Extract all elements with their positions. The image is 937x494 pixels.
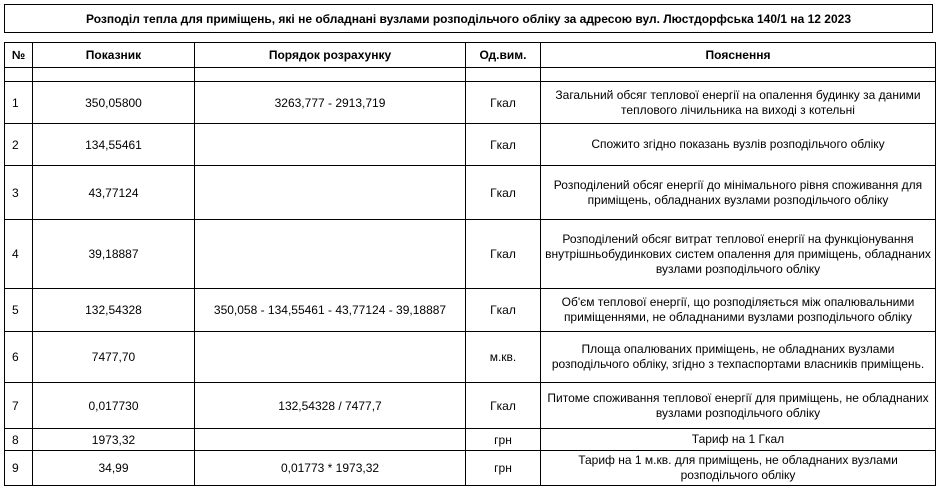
row-calc: 350,058 - 134,55461 - 43,77124 - 39,18887 bbox=[195, 289, 466, 332]
row-unit: Гкал bbox=[466, 82, 541, 124]
row-explanation: Питоме споживання теплової енергії для приміщень, не обладнаних вузлами розподільчого обліку bbox=[541, 383, 936, 429]
header-calc: Порядок розрахунку bbox=[195, 43, 466, 68]
row-num: 7 bbox=[5, 383, 33, 429]
heat-distribution-table bbox=[4, 42, 936, 486]
table-row bbox=[5, 124, 936, 166]
row-explanation: Розподілений обсяг витрат теплової енергії на функціонування внутрішньобудинкових систем опалення для приміщень, обладнаних вузлами розподільчого обліку bbox=[541, 220, 936, 289]
row-num: 3 bbox=[5, 166, 33, 220]
table-row bbox=[5, 220, 936, 289]
row-explanation: Площа опалюваних приміщень, не обладнаних вузлами розподільчого обліку, згідно з техпаспортами власників приміщень. bbox=[541, 332, 936, 383]
row-calc bbox=[195, 332, 466, 383]
row-explanation: Загальний обсяг теплової енергії на опалення будинку за даними теплового лічильника на виході з котельні bbox=[541, 82, 936, 124]
row-value: 34,99 bbox=[33, 451, 195, 486]
table-row bbox=[5, 289, 936, 332]
row-explanation: Спожито згідно показань вузлів розподільчого обліку bbox=[541, 124, 936, 166]
row-calc bbox=[195, 166, 466, 220]
row-unit: Гкал bbox=[466, 220, 541, 289]
row-unit: Гкал bbox=[466, 166, 541, 220]
spacer-row bbox=[5, 68, 936, 82]
row-num: 6 bbox=[5, 332, 33, 383]
row-calc: 3263,777 - 2913,719 bbox=[195, 82, 466, 124]
header-explanation: Пояснення bbox=[541, 43, 936, 68]
row-value: 0,017730 bbox=[33, 383, 195, 429]
row-unit: м.кв. bbox=[466, 332, 541, 383]
table-row bbox=[5, 383, 936, 429]
row-num: 4 bbox=[5, 220, 33, 289]
row-unit: Гкал bbox=[466, 124, 541, 166]
table-row bbox=[5, 166, 936, 220]
header-unit: Од.вим. bbox=[466, 43, 541, 68]
row-calc bbox=[195, 429, 466, 451]
row-value: 350,05800 bbox=[33, 82, 195, 124]
row-calc: 132,54328 / 7477,7 bbox=[195, 383, 466, 429]
row-unit: грн bbox=[466, 451, 541, 486]
row-calc: 0,01773 * 1973,32 bbox=[195, 451, 466, 486]
row-unit: грн bbox=[466, 429, 541, 451]
row-num: 1 bbox=[5, 82, 33, 124]
report-title: Розподіл тепла для приміщень, які не обладнані вузлами розподільчого обліку за адресою вул. Люстдорфська 140/1 на 12 2023 bbox=[4, 4, 933, 33]
row-explanation: Тариф на 1 Гкал bbox=[541, 429, 936, 451]
row-num: 5 bbox=[5, 289, 33, 332]
row-value: 134,55461 bbox=[33, 124, 195, 166]
table-row bbox=[5, 451, 936, 486]
row-calc bbox=[195, 124, 466, 166]
row-value: 132,54328 bbox=[33, 289, 195, 332]
table-row bbox=[5, 332, 936, 383]
table-row bbox=[5, 82, 936, 124]
header-indicator: Показник bbox=[33, 43, 195, 68]
row-value: 1973,32 bbox=[33, 429, 195, 451]
row-explanation: Тариф на 1 м.кв. для приміщень, не обладнаних вузлами розподільчого обліку bbox=[541, 451, 936, 486]
row-num: 8 bbox=[5, 429, 33, 451]
row-value: 39,18887 bbox=[33, 220, 195, 289]
row-unit: Гкал bbox=[466, 289, 541, 332]
row-num: 9 bbox=[5, 451, 33, 486]
row-unit: Гкал bbox=[466, 383, 541, 429]
row-num: 2 bbox=[5, 124, 33, 166]
row-value: 7477,70 bbox=[33, 332, 195, 383]
row-value: 43,77124 bbox=[33, 166, 195, 220]
table-row bbox=[5, 429, 936, 451]
row-calc bbox=[195, 220, 466, 289]
header-num: № bbox=[5, 43, 33, 68]
row-explanation: Об'єм теплової енергії, що розподіляється між опалювальними приміщеннями, не обладнаними вузлами розподільчого обліку bbox=[541, 289, 936, 332]
row-explanation: Розподілений обсяг енергії до мінімального рівня споживання для приміщень, обладнаних вузлами розподільчого обліку bbox=[541, 166, 936, 220]
table-header-row bbox=[5, 43, 936, 68]
